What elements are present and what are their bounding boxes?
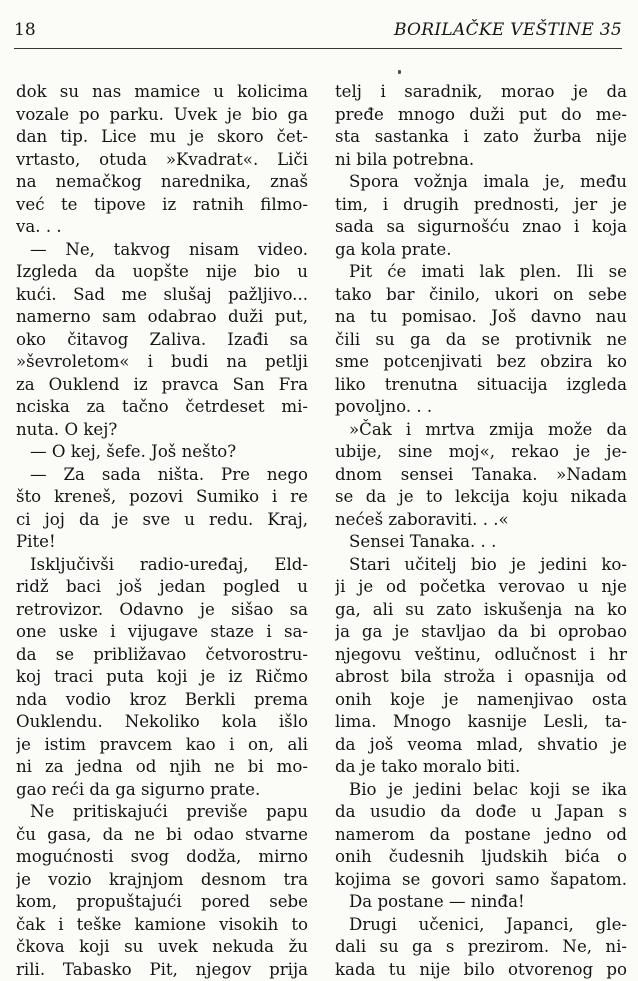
text-line: Isključivši radio-uređaj, Eld- [16, 554, 308, 577]
text-line: ni bila potrebna. [335, 149, 627, 172]
text-line: čkova koji su uvek nekuda žu [16, 936, 308, 959]
text-line: na tu pomisao. Još davno nau [335, 306, 627, 329]
text-line: lima. Mnogo kasnije Lesli, ta- [335, 711, 627, 734]
text-line: dnom sensei Tanaka. »Nadam [335, 464, 627, 487]
text-line: ji je od početka verovao u nje [335, 576, 627, 599]
text-line: da usudio da dođe u Japan s [335, 801, 627, 824]
text-line: je vozio krajnjom desnom tra [16, 869, 308, 892]
text-line: za Ouklend iz pravca San Fra [16, 374, 308, 397]
running-title: BORILAČKE VEŠTINE 35 [394, 20, 622, 40]
text-line: sta sastanka i zato žurba nije [335, 126, 627, 149]
text-line: da je tako moralo biti. [335, 756, 627, 779]
page-number: 18 [14, 20, 36, 40]
text-line: vozale po parku. Uvek je bio ga [16, 104, 308, 127]
left-column [16, 81, 308, 981]
text-line: Sensei Tanaka. . . [335, 531, 627, 554]
text-line: da se približavao četvorostru- [16, 644, 308, 667]
text-line: — Ne, takvog nisam video. [16, 239, 308, 262]
text-line: dan tip. Lice mu je skoro čet- [16, 126, 308, 149]
text-line: pređe mnogo duži put do me- [335, 104, 627, 127]
text-line: nciska za tačno četrdeset mi- [16, 396, 308, 419]
text-line: kada tu nije bilo otvorenog po [335, 959, 627, 981]
text-line: onih čudesnih ljudskih bića o [335, 846, 627, 869]
text-line: »Čak i mrtva zmija može da [335, 419, 627, 442]
text-line: Spora vožnja imala je, među [335, 171, 627, 194]
text-line: ci joj da je sve u redu. Kraj, [16, 509, 308, 532]
text-line: Stari učitelj bio je jedini ko- [335, 554, 627, 577]
text-line: ga, ali su zato iskušenja na ko [335, 599, 627, 622]
text-line: one uske i vijugave staze i sa- [16, 621, 308, 644]
text-line: ja ga je stavljao da bi oprobao [335, 621, 627, 644]
text-line: Drugi učenici, Japanci, gle- [335, 914, 627, 937]
text-line: koj traci puta koji je iz Ričmo [16, 666, 308, 689]
page-header [14, 20, 622, 42]
text-line: ču gasa, da ne bi odao stvarne [16, 824, 308, 847]
text-line: rili. Tabasko Pit, njegov prija [16, 959, 308, 981]
text-line: da još veoma mlad, shvatio je [335, 734, 627, 757]
text-line: Da postane — ninđa! [335, 891, 627, 914]
text-line: nećeš zaboraviti. . .« [335, 509, 627, 532]
text-line: retrovizor. Odavno je sišao sa [16, 599, 308, 622]
text-line: njegovu veštinu, odlučnost i hr [335, 644, 627, 667]
text-line: ga kola prate. [335, 239, 627, 262]
text-line: abrost bila stroža i opasnija od [335, 666, 627, 689]
text-line: liko trenutna situacija izgleda [335, 374, 627, 397]
text-line: tako bar činilo, ukori on sebe [335, 284, 627, 307]
text-line: gao reći da ga sigurno prate. [16, 779, 308, 802]
text-line: je istim pravcem kao i on, ali [16, 734, 308, 757]
text-line: namerom da postane jedno od [335, 824, 627, 847]
text-line: — O kej, šefe. Još nešto? [16, 441, 308, 464]
text-line: čili su ga da se protivnik ne [335, 329, 627, 352]
text-line: ridž baci još jedan pogled u [16, 576, 308, 599]
text-line: na nemačkog narednika, znaš [16, 171, 308, 194]
text-line: kući. Sad me slušaj pažljivo... [16, 284, 308, 307]
text-line: Bio je jedini belac koji se ika [335, 779, 627, 802]
right-column [335, 81, 627, 981]
print-speck [398, 70, 401, 74]
text-line: što kreneš, pozovi Sumiko i re [16, 486, 308, 509]
text-line: Izgleda da uopšte nije bio u [16, 261, 308, 284]
text-line: kojima se govori samo šapatom. [335, 869, 627, 892]
text-line: sme potcenjivati bez obzira ko [335, 351, 627, 374]
text-line: namerno sam odabrao duži put, [16, 306, 308, 329]
text-line: Pite! [16, 531, 308, 554]
text-line: Pit će imati lak plen. Ili se [335, 261, 627, 284]
text-line: onih koje je namenjivao osta [335, 689, 627, 712]
text-line: »ševroletom« i budi na petlji [16, 351, 308, 374]
text-line: dok su nas mamice u kolicima [16, 81, 308, 104]
text-line: dali su ga s prezirom. Ne, ni- [335, 936, 627, 959]
text-line: povoljno. . . [335, 396, 627, 419]
text-line: mogućnosti svog dodža, mirno [16, 846, 308, 869]
text-line: ubije, sine moj«, rekao je je- [335, 441, 627, 464]
text-line: sada sa sigurnošću znao i koja [335, 216, 627, 239]
text-line: oko čitavog Zaliva. Izađi sa [16, 329, 308, 352]
text-line: čak i teške kamione visokih to [16, 914, 308, 937]
text-line: ni za jedna od njih ne bi mo- [16, 756, 308, 779]
text-line: vrtasto, otuda »Kvadrat«. Liči [16, 149, 308, 172]
text-line: Ne pritiskajući previše papu [16, 801, 308, 824]
text-line: kom, propuštajući pored sebe [16, 891, 308, 914]
header-rule [14, 48, 622, 49]
text-line: Ouklendu. Nekoliko kola išlo [16, 711, 308, 734]
text-line: — Za sada ništa. Pre nego [16, 464, 308, 487]
text-line: nuta. O kej? [16, 419, 308, 442]
text-line: nda vodio kroz Berkli prema [16, 689, 308, 712]
text-line: se da je to lekcija koju nikada [335, 486, 627, 509]
text-line: tim, i drugih prednosti, jer je [335, 194, 627, 217]
text-line: telj i saradnik, morao je da [335, 81, 627, 104]
text-line: va. . . [16, 216, 308, 239]
text-line: već te tipove iz ratnih filmo- [16, 194, 308, 217]
